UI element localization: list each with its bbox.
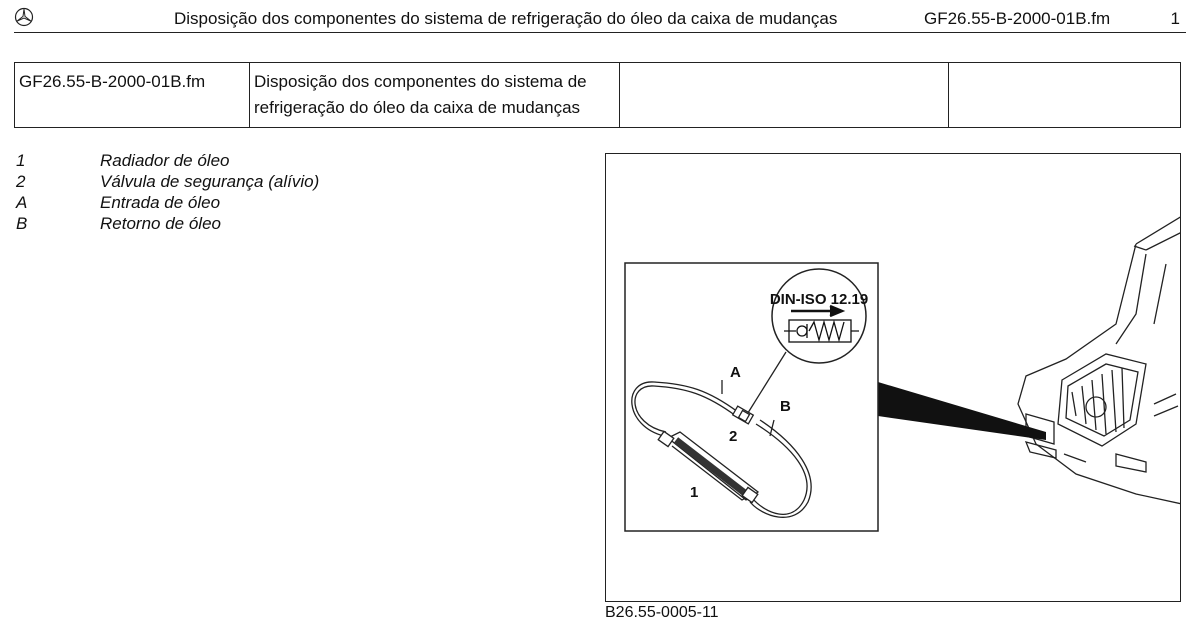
label-1: 1 bbox=[690, 484, 699, 501]
legend-item bbox=[16, 171, 319, 192]
legend-key: B bbox=[16, 214, 28, 233]
legend-text: Radiador de óleo bbox=[100, 151, 230, 170]
legend-item bbox=[16, 192, 319, 213]
page-header bbox=[14, 6, 1186, 33]
legend-key: 1 bbox=[16, 151, 26, 170]
info-file-cell: GF26.55-B-2000-01B.fm bbox=[15, 63, 250, 128]
figure-reference: B26.55-0005-11 bbox=[605, 604, 719, 621]
legend-text: Entrada de óleo bbox=[100, 193, 221, 212]
legend-item bbox=[16, 150, 319, 171]
info-title-line-2: refrigeração do óleo da caixa de mudanças bbox=[254, 98, 581, 117]
legend-list bbox=[16, 150, 319, 234]
legend-key: A bbox=[16, 193, 28, 212]
info-title-cell bbox=[250, 63, 620, 128]
label-a: A bbox=[730, 364, 741, 381]
info-empty-cell-3 bbox=[620, 63, 949, 128]
label-b: B bbox=[780, 398, 791, 415]
table-row bbox=[15, 63, 1181, 128]
legend-key: 2 bbox=[16, 172, 26, 191]
technical-illustration bbox=[605, 153, 1181, 602]
info-empty-cell-4 bbox=[949, 63, 1181, 128]
page-number: 1 bbox=[1170, 9, 1180, 28]
info-title-line-1: Disposição dos componentes do sistema de bbox=[254, 72, 587, 91]
truck-front-drawing bbox=[1018, 216, 1181, 504]
header-title: Disposição dos componentes do sistema de refrigeração do óleo da caixa de mudanças bbox=[174, 9, 838, 28]
label-2: 2 bbox=[729, 428, 738, 445]
info-table bbox=[14, 62, 1181, 128]
din-iso-symbol-text: DIN-ISO 12.19 bbox=[769, 291, 869, 308]
illustration-drawing bbox=[606, 154, 1181, 602]
legend-text: Válvula de segurança (alívio) bbox=[100, 172, 320, 191]
legend-item bbox=[16, 213, 319, 234]
magnifier-circle bbox=[769, 269, 869, 363]
legend-text: Retorno de óleo bbox=[100, 214, 221, 233]
mercedes-star-icon bbox=[14, 7, 34, 27]
header-file-name: GF26.55-B-2000-01B.fm bbox=[924, 9, 1111, 28]
